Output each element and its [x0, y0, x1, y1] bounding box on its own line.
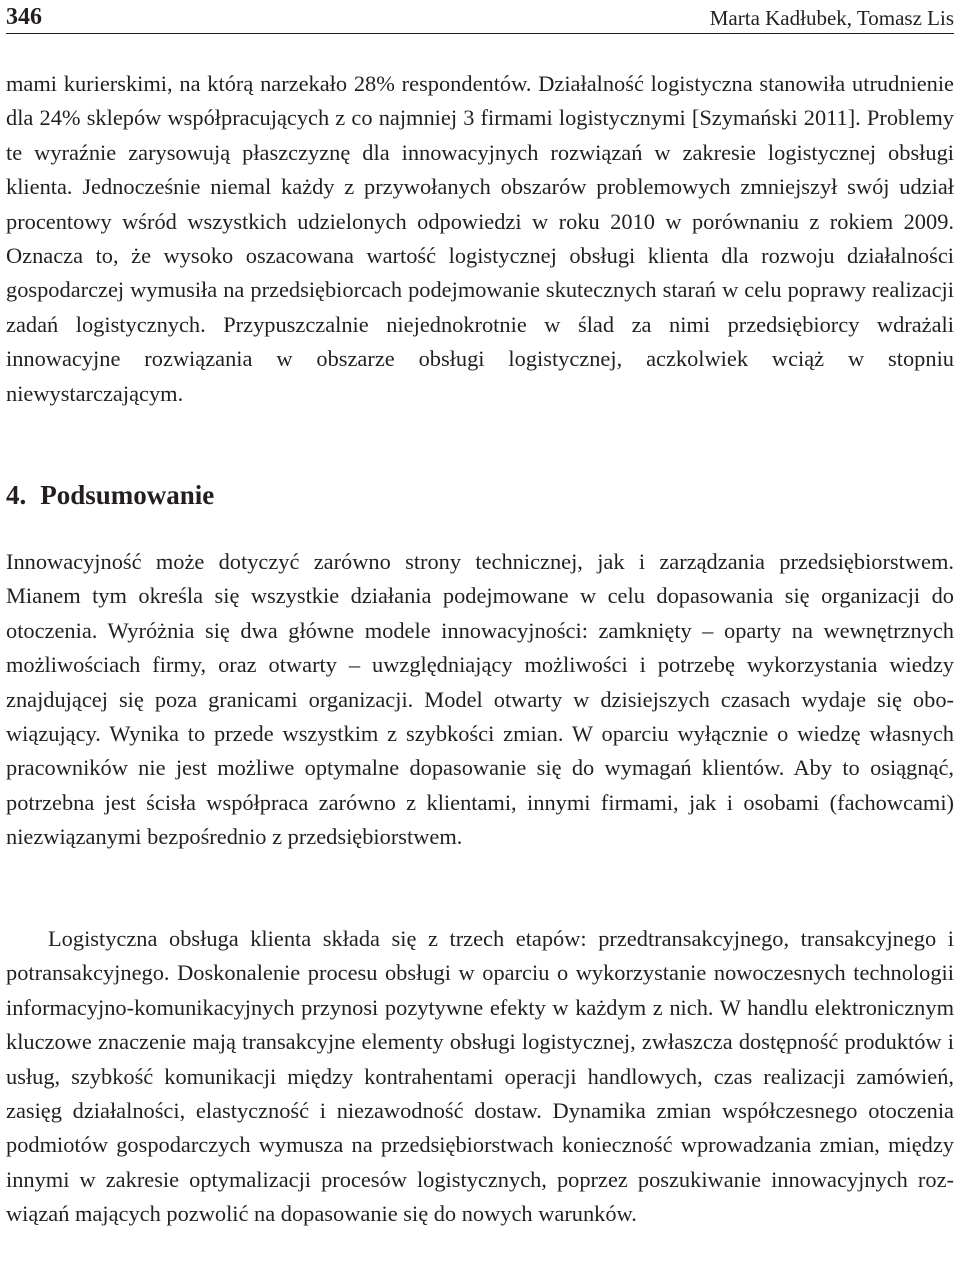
running-head-authors: Marta Kadłubek, Tomasz Lis [709, 6, 954, 30]
body-paragraph: Logistyczna obsługa klienta składa się z trzech etapów: przedtransakcyjnego, transakcyjnego i potransakcyjnego. Doskonalenie procesu obsługi w oparciu o wykorzystanie nowoczesnych technologii informacyjno-komunikacyjnych przynosi pozytywne efekty w każdym z nich. W handlu elektronicznym kluczowe znaczenie mają transakcyjne elementy obsługi logistycznej, zwłaszcza dostępność produktów i usług, szybkość komunikacji między kontrahentami operacji handlowych, czas realizacji zamówień, zasięg działalności, elastyczność i niezawodność dostaw. Dynamika zmian współczesnego otoczenia podmiotów gospodarczych wymusza na przedsiębiorstwach konieczność wprowadzania zmian, między innymi w zakresie optymalizacji procesów logistycznych, poprzez poszukiwanie innowacyjnych rozwiązań mających pozwolić na dopasowanie się do nowych warunków. [6, 926, 954, 1227]
section-title: Podsumowanie [40, 480, 215, 510]
body-paragraph: Innowacyjność może dotyczyć zarówno strony technicznej, jak i zarządzania przedsiębiorstwem. Mianem tym określa się wszystkie działania podejmowane w celu dopasowania się organizacji do otoczenia. Wyróżnia się dwa główne modele innowacyjności: zamknięty – oparty na wewnętrznych możliwościach firmy, oraz otwarty – uwzględniający możliwości i potrzebę wykorzystania wiedzy znajdującej się poza granicami organizacji. Model otwarty w dzisiejszych czasach wydaje się obowiązujący. Wynika to przede wszystkim z szybkości zmian. W oparciu wyłącznie o wiedzę własnych pracowników nie jest możliwe optymalne dopasowanie się do wymagań klientów. Aby to osiągnąć, potrzebna jest ścisła współpraca zarówno z klientami, innymi firmami, jak i osobami (fachowcami) niezwiązanymi bezpośrednio z przedsiębiorstwem. [6, 549, 954, 850]
body-paragraph: mami kurierskimi, na którą narzekało 28% respondentów. Działalność logistyczna stanowiła utrudnienie dla 24% sklepów współpracujących z co najmniej 3 firmami logistycznymi [Szymański 2011]. Problemy te wyraźnie zarysowują płaszczyznę dla innowacyjnych rozwiązań w zakresie logistycznej obsługi klienta. Jednocześnie niemal każdy z przywołanych obszarów problemowych zmniejszył swój udział procentowy wśród wszystkich udzielonych odpowiedzi w roku 2010 w porównaniu z rokiem 2009. Oznacza to, że wysoko oszacowana wartość logistycznej obsługi klienta dla rozwoju działalności gospodarczej wymusiła na przedsiębiorcach podejmowanie skutecznych starań w celu poprawy realizacji zadań logistycznych. Przypuszczalnie niejednokrotnie w ślad za nimi przedsiębiorcy wdrażali innowacyjne rozwiązania w obszarze obsługi logistycznej, aczkolwiek wciąż w stopniu niewystarczającym. [6, 71, 954, 406]
section-number: 4. [6, 480, 27, 510]
page-number: 346 [6, 4, 42, 30]
section-heading [6, 476, 214, 514]
page-header [6, 0, 954, 34]
